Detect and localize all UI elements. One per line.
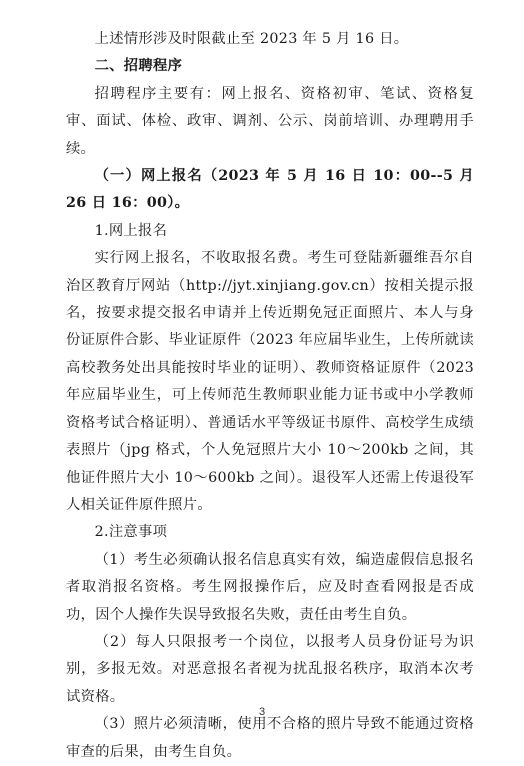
page-number: 3 xyxy=(258,706,266,718)
subsection-heading-online-registration: （一）网上报名（2023 年 5 月 16 日 10：00--5 月 26 日 16：00）。 xyxy=(66,168,474,212)
note-3: （3）照片必须清晰，使用不合格的照片导致不能通过资格审查的后果，由考生自负。 xyxy=(66,716,474,760)
paragraph-registration-requirements: 实行网上报名，不收取报名费。考生可登陆新疆维吾尔自治区教育厅网站（http://jyt.xinjiang.gov.cn）按相关提示报名，按要求提交报名申请并上传近期免冠正面照片、本人与身份证原件合影、毕业证原件（2023 年应届毕业生，上传所就读高校教务处出具能按时毕业的证明）、教师资格证原件（2023 年应届毕业生，可上传师范生教师职业能力证书或中小学教师资格考试合格证明）、普通话水平等级证书原件、高校学生成绩表照片（jpg 格式，个人免冠照片大小 10～200kb 之间，其他证件照片大小 10～600kb 之间）。退役军人还需上传退役军人相关证件原件照片。 xyxy=(66,250,474,513)
item-heading-notes: 2.注意事项 xyxy=(94,524,168,541)
paragraph-deadline: 上述情形涉及时限截止至 2023 年 5 月 16 日。 xyxy=(94,31,409,47)
item-heading-online-registration: 1.网上报名 xyxy=(94,222,168,239)
note-2: （2）每人只限报考一个岗位，以报考人员身份证号为识别，多报无效。对恶意报名者视为扰乱报名秩序，取消本次考试资格。 xyxy=(66,633,474,705)
note-1: （1）考生必须确认报名信息真实有效，编造虚假信息报名者取消报名资格。考生网报操作后，应及时查看网报是否成功，因个人操作失误导致报名失败，责任由考生自负。 xyxy=(66,551,474,623)
document-body xyxy=(66,26,474,766)
section-heading-recruitment-procedure: 二、招聘程序 xyxy=(94,58,183,75)
paragraph-procedure-overview: 招聘程序主要有：网上报名、资格初审、笔试、资格复审、面试、体检、政审、调剂、公示、岗前培训、办理聘用手续。 xyxy=(66,85,474,157)
